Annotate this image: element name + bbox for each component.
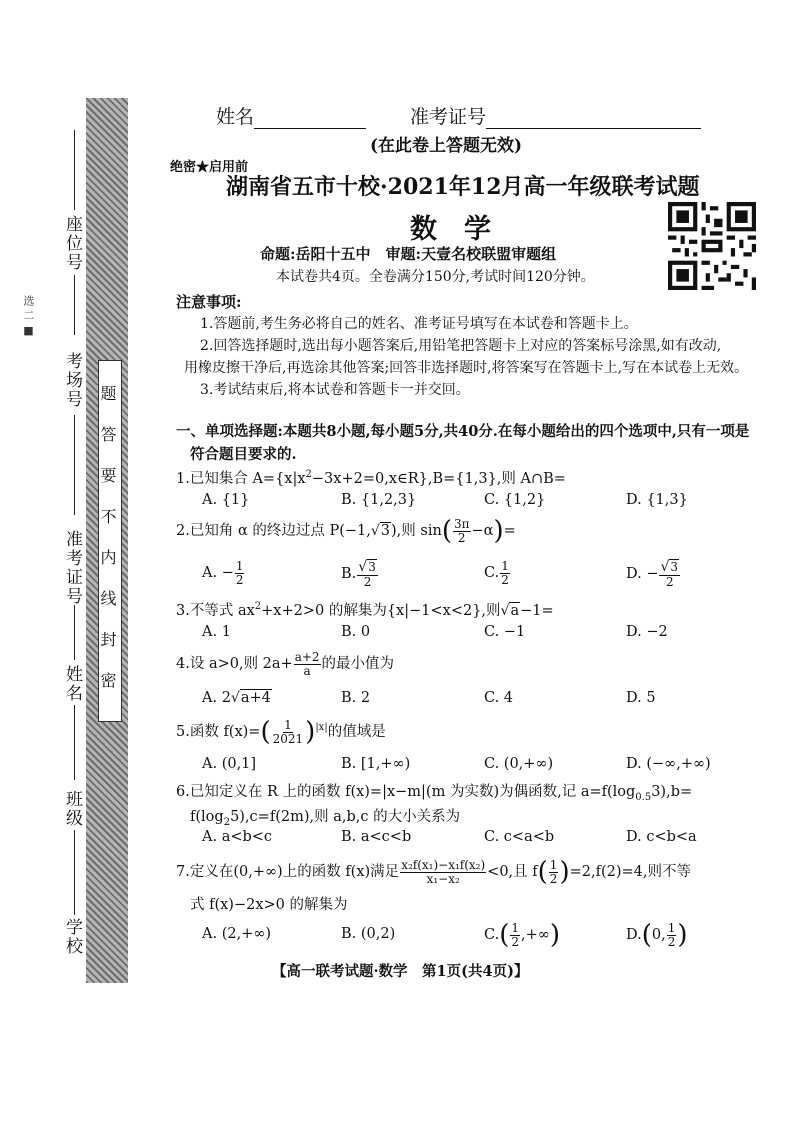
seal-box: [98, 360, 122, 722]
q2-option-a[interactable]: A. − $\frac{1}{2}$: [202, 559, 244, 587]
q5-option-a[interactable]: A. (0,1]: [202, 756, 257, 772]
seal-char: 不: [98, 508, 117, 524]
q7-option-d[interactable]: D.(0, $\frac{1}{2}$ ): [626, 920, 688, 950]
seal-char: 封: [98, 631, 117, 647]
section-heading-cont: 符合题目要求的.: [190, 446, 297, 463]
exam-info: 本试卷共4页。全卷满分150分,考试时间120分钟。: [276, 269, 595, 285]
exam-room-line: [74, 415, 75, 515]
q6-option-b[interactable]: B. a<c<b: [341, 829, 412, 845]
question-3-stem: 3.不等式 $ax^2+x+2>0$ 的解集为{x|−1<x<2},则√a−1=: [176, 601, 554, 619]
notice-item: 3.考试结束后,将本试卷和答题卡一并交回。: [200, 382, 470, 398]
q1-option-a[interactable]: A. {1}: [202, 492, 250, 508]
q2-option-d[interactable]: D. − $\frac{√3}{2}$: [626, 559, 679, 589]
q6-option-c[interactable]: C. c<a<b: [484, 829, 555, 845]
notice-item: 2.回答选择题时,选出每小题答案后,用铅笔把答题卡上对应的答案标号涂黑,如有改动,: [200, 338, 722, 354]
seal-char: 要: [98, 467, 117, 483]
q4-option-c[interactable]: C. 4: [484, 690, 514, 706]
section-heading: 一、单项选择题:本题共8小题,每小题5分,共40分.在每小题给出的四个选项中,只有一项是: [176, 423, 750, 440]
q3-option-a[interactable]: A. 1: [202, 624, 231, 640]
seat-number-label: 座位号: [62, 215, 82, 272]
name-label: 姓名: [216, 106, 255, 128]
q1-option-d[interactable]: D. {1,3}: [626, 492, 688, 508]
seat-number-line: [74, 130, 75, 210]
question-6-stem-cont: $f(\log_25),c=f(2m)$,则 a,b,c 的大小关系为: [190, 809, 461, 828]
exam-title: 湖南省五市十校·2021年12月高一年级联考试题: [226, 174, 700, 200]
ticket-blank[interactable]: [486, 128, 701, 129]
ticket-number-line: [74, 605, 75, 660]
school-label: 学校: [62, 918, 82, 956]
question-6-stem: 6.已知定义在 R 上的函数 f(x)=|x−m|(m 为实数)为偶函数,记 $a=f(\log_{0.5}3),b=$: [176, 784, 693, 803]
q5-option-c[interactable]: C. (0,+∞): [484, 756, 554, 772]
name-blank[interactable]: [254, 128, 366, 129]
q2-option-b[interactable]: B. $\frac{√3}{2}$: [341, 559, 376, 589]
q2-option-c[interactable]: C. $\frac{1}{2}$: [484, 559, 509, 587]
seal-char: 线: [98, 590, 117, 606]
q4-option-a[interactable]: A. 2√a+4: [202, 690, 271, 706]
q4-option-d[interactable]: D. 5: [626, 690, 656, 706]
divider-line: [74, 275, 75, 335]
invalid-note: (在此卷上答题无效): [370, 136, 523, 156]
exam-room-label: 考场号: [62, 352, 82, 409]
secret-mark: 绝密★启用前: [170, 160, 249, 175]
header-ticket: [410, 102, 701, 129]
question-4-stem: 4.设 a>0,则 2a+ $\frac{a+2}{a}$ 的最小值为: [176, 650, 395, 678]
question-2-stem: 2.已知角 α 的终边过点 P(−1,√3),则 sin( $\frac{3\pi}{2}$ −α)=: [176, 516, 516, 546]
q1-option-b[interactable]: B. {1,2,3}: [341, 492, 417, 508]
student-name-label: 姓名: [62, 665, 82, 703]
q3-option-d[interactable]: D. −2: [626, 624, 668, 640]
qr-code[interactable]: [668, 202, 756, 290]
q1-option-c[interactable]: C. {1,2}: [484, 492, 546, 508]
student-name-line: [74, 705, 75, 780]
seal-char: 题: [98, 385, 117, 401]
q3-option-b[interactable]: B. 0: [341, 624, 371, 640]
q6-option-a[interactable]: A. a<b<c: [202, 829, 273, 845]
q3-option-c[interactable]: C. −1: [484, 624, 526, 640]
side-scribble: 选 二 ■: [22, 295, 35, 337]
q5-option-b[interactable]: B. [1,+∞): [341, 756, 411, 772]
class-label: 班级: [62, 790, 82, 828]
seal-char: 密: [98, 672, 117, 688]
notice-heading: 注意事项:: [176, 293, 242, 311]
authors: 命题:岳阳十五中 审题:天壹名校联盟审题组: [260, 245, 557, 263]
seal-char: 内: [98, 549, 117, 565]
q7-option-a[interactable]: A. (2,+∞): [202, 926, 272, 942]
question-7-stem-cont: 式 f(x)−2x>0 的解集为: [190, 897, 348, 913]
question-7-stem: 7.定义在(0,+∞)上的函数 f(x)满足 $\frac{\text{x₂f(x₁)−x₁f(x₂)}}{\text{x₁−x₂}}$ <0,且 f( $\frac{1}{2}$ )=2,f(2)=4,则不等: [176, 857, 691, 887]
question-5-stem: 5.函数 f(x)=( $\frac{1}{2021}$ )$^{|x|}$的值域是: [176, 717, 386, 747]
q4-option-b[interactable]: B. 2: [341, 690, 371, 706]
q7-option-b[interactable]: B. (0,2): [341, 926, 396, 942]
class-line: [74, 830, 75, 915]
q7-option-c[interactable]: C.( $\frac{1}{2}$ ,+∞): [484, 920, 560, 950]
q6-option-d[interactable]: D. c<b<a: [626, 829, 697, 845]
page-footer: 【高一联考试题·数学 第1页(共4页)】: [272, 963, 529, 980]
ticket-label: 准考证号: [410, 106, 487, 128]
header-name: [216, 102, 366, 129]
question-1-stem: 1.已知集合 $A=\{x|x^2-3x+2=0,x\in R\},B=\{1,3\}$,则 A∩B=: [176, 469, 566, 487]
q5-option-d[interactable]: D. (−∞,+∞): [626, 756, 711, 772]
notice-item: 用橡皮擦干净后,再选涂其他答案;回答非选择题时,将答案写在答题卡上,写在本试卷上无效。: [184, 360, 749, 376]
notice-item: 1.答题前,考生务必将自己的姓名、准考证号填写在本试卷和答题卡上。: [200, 316, 638, 332]
ticket-number-label: 准考证号: [62, 530, 82, 606]
seal-char: 答: [98, 426, 117, 442]
subject-title: 数 学: [410, 214, 491, 245]
